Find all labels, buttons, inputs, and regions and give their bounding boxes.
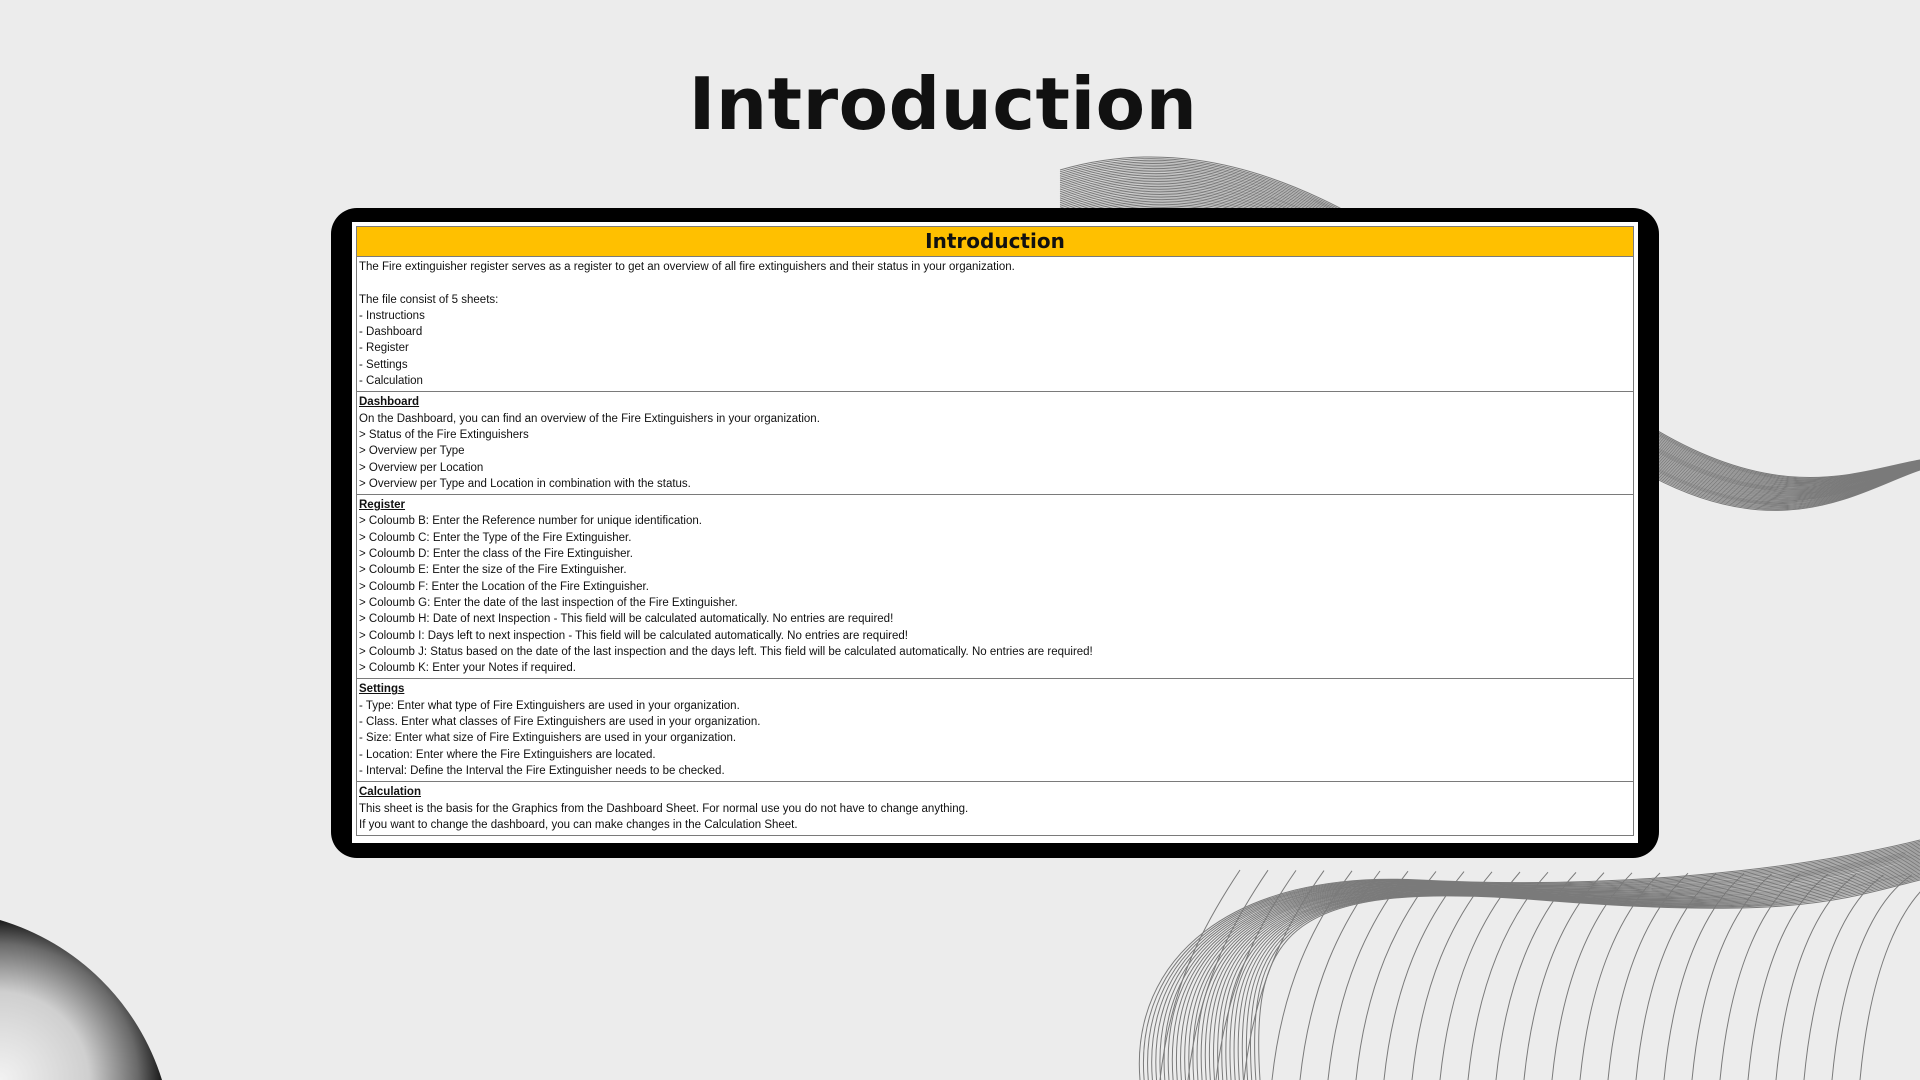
intro-line: The file consist of 5 sheets:: [359, 293, 499, 306]
section-title: Settings: [359, 683, 405, 696]
intro-section: [357, 257, 1633, 392]
section-line: - Location: Enter where the Fire Extinguishers are located.: [359, 748, 656, 761]
page-title: Introduction: [688, 62, 1198, 146]
intro-line: - Instructions: [359, 309, 425, 322]
section-line: - Class. Enter what classes of Fire Extinguishers are used in your organization.: [359, 716, 761, 729]
intro-line: - Settings: [359, 358, 408, 371]
section-line: > Coloumb K: Enter your Notes if required.: [359, 662, 577, 675]
section-line: > Coloumb I: Days left to next inspection - This field will be calculated automatically. No entries are required!: [359, 629, 908, 642]
section-title: Calculation: [359, 786, 421, 799]
section-line: > Overview per Location: [359, 461, 484, 474]
section-line: On the Dashboard, you can find an overview of the Fire Extinguishers in your organization.: [359, 412, 820, 425]
section-title: Register: [359, 499, 406, 512]
section-line: > Coloumb H: Date of next Inspection - This field will be calculated automatically. No entries are required!: [359, 613, 894, 626]
section-calculation: [357, 782, 1633, 835]
section-line: > Coloumb F: Enter the Location of the Fire Extinguisher.: [359, 580, 649, 593]
intro-line: The Fire extinguisher register serves as a register to get an overview of all fire extinguishers and their status in your organization.: [359, 261, 1015, 273]
table-header: Introduction: [357, 227, 1633, 257]
section-line: > Coloumb D: Enter the class of the Fire Extinguisher.: [359, 548, 633, 561]
instructions-table: [356, 226, 1634, 836]
section-line: - Interval: Define the Interval the Fire Extinguisher needs to be checked.: [359, 764, 725, 777]
section-line: > Coloumb E: Enter the size of the Fire Extinguisher.: [359, 564, 627, 577]
intro-line: - Register: [359, 342, 409, 355]
section-line: > Status of the Fire Extinguishers: [359, 428, 529, 441]
section-title: Dashboard: [359, 396, 420, 409]
section-line: > Coloumb G: Enter the date of the last inspection of the Fire Extinguisher.: [359, 596, 738, 609]
section-line: > Coloumb B: Enter the Reference number for unique identification.: [359, 515, 702, 528]
spreadsheet-preview: [352, 222, 1638, 843]
section-line: This sheet is the basis for the Graphics from the Dashboard Sheet. For normal use you do not have to change anything.: [359, 802, 969, 815]
section-line: If you want to change the dashboard, you can make changes in the Calculation Sheet.: [359, 818, 798, 831]
section-line: > Overview per Type and Location in combination with the status.: [359, 477, 691, 490]
intro-line: - Dashboard: [359, 326, 423, 339]
section-dashboard: [357, 392, 1633, 495]
section-register: [357, 495, 1633, 679]
corner-quarter-circle: [0, 920, 162, 1080]
section-line: > Overview per Type: [359, 445, 465, 458]
intro-line: - Calculation: [359, 375, 423, 388]
section-line: - Type: Enter what type of Fire Extinguishers are used in your organization.: [359, 699, 740, 712]
section-line: > Coloumb J: Status based on the date of the last inspection and the days left. This field will be calculated automatically. No entries are required!: [359, 645, 1093, 658]
section-settings: [357, 679, 1633, 782]
section-line: > Coloumb C: Enter the Type of the Fire Extinguisher.: [359, 531, 632, 544]
intro-line: [359, 275, 1631, 291]
section-line: - Size: Enter what size of Fire Extinguishers are used in your organization.: [359, 732, 737, 745]
